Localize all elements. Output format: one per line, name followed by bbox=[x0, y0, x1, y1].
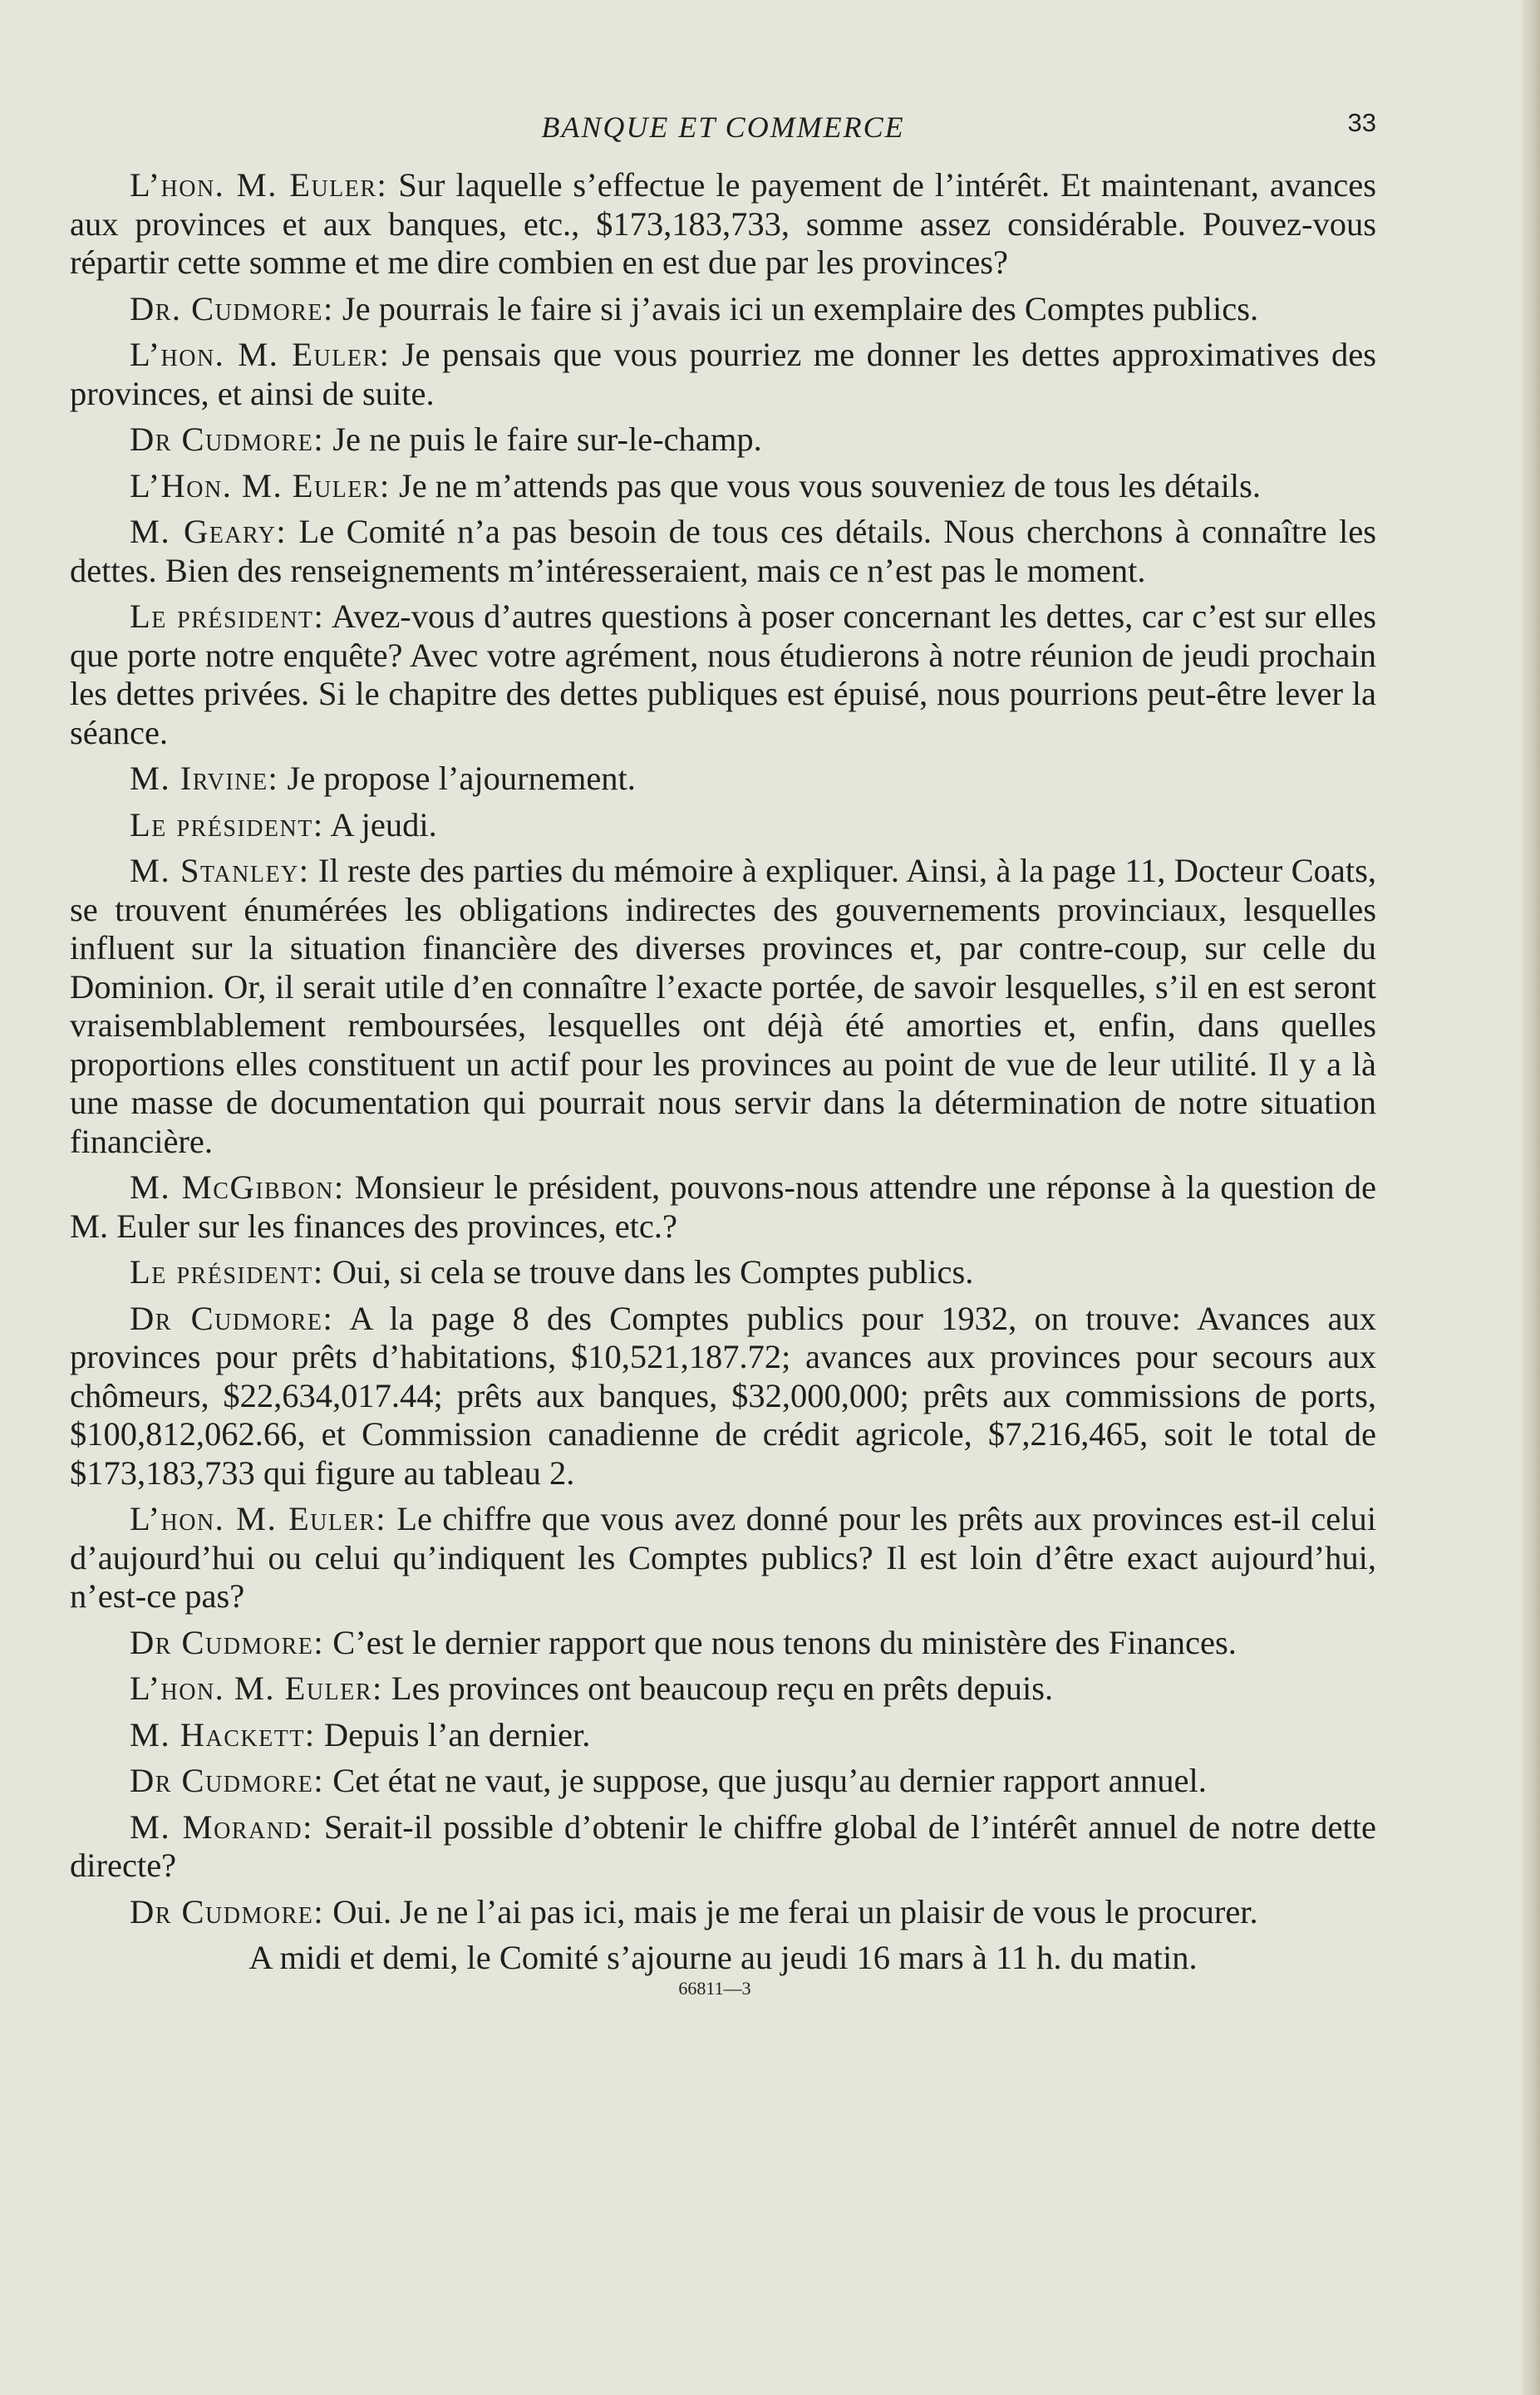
paragraph-text: Je propose l’ajournement. bbox=[278, 760, 636, 797]
speaker-label: M. Irvine: bbox=[130, 760, 279, 797]
paragraph bbox=[70, 290, 1376, 329]
page-number: 33 bbox=[1347, 108, 1376, 137]
paragraph-text: Serait-il possible d’obtenir le chiffre global de l’intérêt annuel de notre dette directe? bbox=[70, 1807, 1376, 1884]
paragraph-text: Depuis l’an dernier. bbox=[315, 1715, 591, 1753]
document-page bbox=[70, 100, 1376, 1999]
paragraph bbox=[70, 513, 1376, 590]
paragraph bbox=[70, 1716, 1376, 1755]
paragraph bbox=[70, 1500, 1376, 1616]
speaker-label: L’hon. M. Euler: bbox=[130, 1500, 387, 1537]
paragraph-text: Oui. Je ne l’ai pas ici, mais je me ferai un plaisir de vous le procurer. bbox=[324, 1892, 1258, 1930]
speaker-label: Dr. Cudmore: bbox=[130, 289, 334, 327]
paragraph-text: Je ne m’attends pas que vous vous souveniez de tous les détails. bbox=[390, 466, 1261, 504]
paragraph-text: A jeudi. bbox=[323, 805, 437, 843]
paragraph bbox=[70, 467, 1376, 506]
paragraph bbox=[70, 1808, 1376, 1886]
paragraph-text: Je ne puis le faire sur-le-champ. bbox=[324, 420, 762, 458]
paragraph bbox=[70, 1893, 1376, 1932]
speaker-label: Le président: bbox=[130, 1253, 324, 1291]
paragraph bbox=[70, 166, 1376, 283]
speaker-label: M. Hackett: bbox=[130, 1715, 316, 1753]
paragraph bbox=[70, 806, 1376, 845]
speaker-label: Dr Cudmore: bbox=[130, 1892, 325, 1930]
speaker-label: M. Geary: bbox=[130, 513, 288, 550]
paragraph-text: C’est le dernier rapport que nous tenons du ministère des Finances. bbox=[324, 1623, 1237, 1661]
speaker-label: Dr Cudmore: bbox=[130, 1299, 334, 1337]
paragraph bbox=[70, 852, 1376, 1161]
paragraph bbox=[70, 760, 1376, 799]
speaker-label: L’hon. M. Euler: bbox=[130, 1670, 383, 1707]
paragraph-text: Le Comité n’a pas besoin de tous ces détails. Nous cherchons à connaître les dettes. Bien des renseignements m’intéresseraient, mais ce n’est pas le moment. bbox=[70, 513, 1377, 589]
paragraph bbox=[70, 336, 1376, 413]
paragraph bbox=[70, 598, 1376, 752]
paragraph-text: Les provinces ont beaucoup reçu en prêts depuis. bbox=[382, 1670, 1054, 1707]
adjournment-line: A midi et demi, le Comité s’ajourne au jeudi 16 mars à 11 h. du matin. bbox=[248, 1939, 1198, 1976]
paragraph bbox=[70, 1168, 1376, 1246]
running-title: BANQUE ET COMMERCE bbox=[541, 111, 905, 144]
running-head bbox=[70, 100, 1376, 166]
paragraph bbox=[70, 1762, 1376, 1801]
paragraph bbox=[70, 1300, 1376, 1493]
paragraph-text: A la page 8 des Comptes publics pour 1932, on trouve: Avances aux provinces pour prêts d’habitations, $10,521,187.72; avances aux provinces pour secours aux chômeurs, $22,634,017.44; prêts aux banques, $32,000,000; prêts aux commissions de ports, $100,812,062.66, et Commission canadienne de crédit agricole, $7,216,465, soit le total de $173,183,733 qui figure au tableau 2. bbox=[70, 1299, 1376, 1492]
paragraph-text: Il reste des parties du mémoire à expliquer. Ainsi, à la page 11, Docteur Coats, se trouvent énumérées les obligations indirectes des gouvernements provinciaux, lesquelles influent sur la situation financière des diverses provinces et, par contre-coup, sur celle du Dominion. Or, il serait utile d’en connaître l’exacte portée, de savoir lesquelles, s’il en est seront vraisemblablement remboursées, lesquelles ont déjà été amorties et, enfin, dans quelles proportions elles constituent un actif pour les provinces au point de vue de leur utilité. Il y a là une masse de documentation qui pourrait nous servir dans la détermination de notre situation financière. bbox=[70, 852, 1376, 1160]
paragraph bbox=[70, 1624, 1376, 1663]
speaker-label: M. Stanley: bbox=[130, 852, 310, 889]
paragraph-text: Sur laquelle s’effectue le payement de l’intérêt. Et maintenant, avances aux provinces et aux banques, etc., $173,183,733, somme assez considérable. Pouvez-vous répartir cette somme et me dire combien en est due par les provinces? bbox=[70, 166, 1376, 281]
speaker-label: Le président: bbox=[130, 598, 325, 635]
paragraph-text: Je pourrais le faire si j’avais ici un exemplaire des Comptes publics. bbox=[333, 289, 1259, 327]
paragraph bbox=[70, 1670, 1376, 1709]
paragraph-text: Je pensais que vous pourriez me donner les dettes approximatives des provinces, et ainsi de suite. bbox=[70, 336, 1376, 412]
paragraph-text: Monsieur le président, pouvons-nous attendre une réponse à la question de M. Euler sur les finances des provinces, etc.? bbox=[70, 1168, 1376, 1245]
speaker-label: Dr Cudmore: bbox=[130, 420, 325, 458]
speaker-label: M. Morand: bbox=[130, 1807, 313, 1846]
speaker-label: Dr Cudmore: bbox=[130, 1762, 325, 1799]
paragraph-text: Cet état ne vaut, je suppose, que jusqu’au dernier rapport annuel. bbox=[324, 1762, 1207, 1799]
speaker-label: Le président: bbox=[130, 805, 324, 843]
transcript-body bbox=[70, 166, 1376, 1931]
speaker-label: M. McGibbon: bbox=[130, 1168, 345, 1206]
paragraph bbox=[70, 420, 1376, 460]
paragraph-text: Le chiffre que vous avez donné pour les prêts aux provinces est-il celui d’aujourd’hui ou celui qu’indiquent les Comptes publics? Il est loin d’être exact aujourd’hui, n’est-ce pas? bbox=[70, 1500, 1376, 1615]
paragraph bbox=[70, 1253, 1376, 1292]
page-edge-shadow bbox=[1522, 0, 1540, 2395]
paragraph-text: Avez-vous d’autres questions à poser concernant les dettes, car c’est sur elles que porte notre enquête? Avec votre agrément, nous étudierons à notre réunion de jeudi prochain les dettes privées. Si le chapitre des dettes publiques est épuisé, nous pourrions peut-être lever la séance. bbox=[70, 598, 1376, 751]
speaker-label: Dr Cudmore: bbox=[130, 1623, 325, 1661]
printer-signature-mark: 66811—3 bbox=[678, 1977, 751, 1999]
speaker-label: L’hon. M. Euler: bbox=[130, 166, 388, 204]
speaker-label: L’hon. M. Euler: bbox=[130, 336, 391, 373]
speaker-label: L’Hon. M. Euler: bbox=[130, 466, 391, 504]
paragraph-text: Oui, si cela se trouve dans les Comptes publics. bbox=[323, 1253, 974, 1291]
